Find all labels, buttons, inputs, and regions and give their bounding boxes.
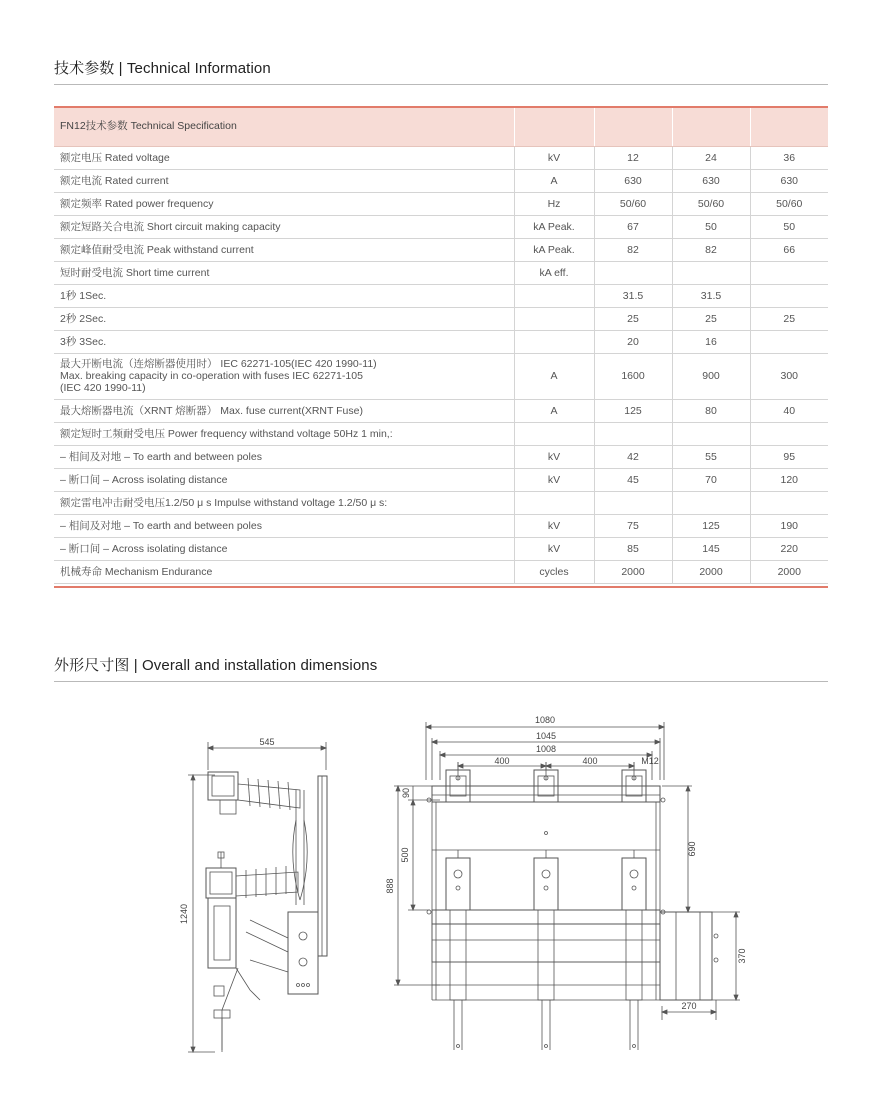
value-cell-24kv: 50/60 xyxy=(672,192,750,215)
param-cell: 额定电流 Rated current xyxy=(54,169,514,192)
dim-690: 690 xyxy=(687,841,697,857)
dim-888: 888 xyxy=(385,878,395,894)
value-cell-36kv: 36 xyxy=(750,146,828,169)
param-cell: – 断口间 – Across isolating distance xyxy=(54,468,514,491)
dim-pitch-1: 400 xyxy=(494,756,510,766)
unit-cell: kV xyxy=(514,445,594,468)
value-cell-24kv: 125 xyxy=(672,514,750,537)
param-cell: 1秒 1Sec. xyxy=(54,284,514,307)
param-line: 最大开断电流（连熔断器使用时） IEC 62271-105(IEC 420 1990-11) xyxy=(60,358,377,370)
param-line: (IEC 420 1990-11) xyxy=(60,382,146,394)
value-cell-24kv: 900 xyxy=(672,353,750,399)
value-cell-24kv: 2000 xyxy=(672,560,750,583)
value-cell-12kv: 630 xyxy=(594,169,672,192)
value-cell-12kv: 125 xyxy=(594,399,672,422)
value-cell-12kv: 2000 xyxy=(594,560,672,583)
value-cell-12kv: 42 xyxy=(594,445,672,468)
value-cell-24kv: 25 xyxy=(672,307,750,330)
dim-side-height: 1240 xyxy=(179,903,189,925)
value-cell-36kv: 25 xyxy=(750,307,828,330)
param-cell: 机械寿命 Mechanism Endurance xyxy=(54,560,514,583)
dim-front-width-3: 1008 xyxy=(535,744,557,754)
param-line: Max. breaking capacity in co-operation with fuses IEC 62271-105 xyxy=(60,370,363,382)
value-cell-24kv: 630 xyxy=(672,169,750,192)
dim-side-width: 545 xyxy=(259,737,275,747)
unit-cell: kA Peak. xyxy=(514,238,594,261)
param-cell: – 相间及对地 – To earth and between poles xyxy=(54,445,514,468)
value-cell-24kv: 80 xyxy=(672,399,750,422)
value-cell-12kv: 1600 xyxy=(594,353,672,399)
value-cell-36kv: 220 xyxy=(750,537,828,560)
value-cell-36kv: 300 xyxy=(750,353,828,399)
value-cell-24kv: 82 xyxy=(672,238,750,261)
param-cell: 额定峰值耐受电流 Peak withstand current xyxy=(54,238,514,261)
value-cell-12kv: 75 xyxy=(594,514,672,537)
section-title-dimensions: 外形尺寸图 | Overall and installation dimensions xyxy=(54,657,378,674)
param-cell: 额定电压 Rated voltage xyxy=(54,146,514,169)
value-cell-12kv: 82 xyxy=(594,238,672,261)
unit-cell: A xyxy=(514,353,594,399)
table-header-label: FN12技术参数 Technical Specification xyxy=(54,106,514,146)
value-cell-12kv: 20 xyxy=(594,330,672,353)
value-cell-12kv: 67 xyxy=(594,215,672,238)
phase-unit xyxy=(446,762,470,1050)
param-cell: 额定短时工频耐受电压 Power frequency withstand voltage 50Hz 1 min,: xyxy=(54,422,514,445)
value-cell-24kv: 16 xyxy=(672,330,750,353)
unit-cell: kA Peak. xyxy=(514,215,594,238)
value-cell-24kv: 70 xyxy=(672,468,750,491)
value-cell-36kv: 50/60 xyxy=(750,192,828,215)
unit-cell: kV xyxy=(514,537,594,560)
value-cell-36kv: 2000 xyxy=(750,560,828,583)
unit-cell: kV xyxy=(514,146,594,169)
side-view-drawing xyxy=(188,742,327,1052)
value-cell-36kv: 40 xyxy=(750,399,828,422)
param-cell: 额定雷电冲击耐受电压1.2/50 μ s Impulse withstand voltage 1.2/50 μ s: xyxy=(54,491,514,514)
param-cell: – 断口间 – Across isolating distance xyxy=(54,537,514,560)
value-cell-36kv: 95 xyxy=(750,445,828,468)
value-cell-36kv: 66 xyxy=(750,238,828,261)
phase-unit xyxy=(622,762,646,1050)
param-cell: 短时耐受电流 Short time current xyxy=(54,261,514,284)
param-cell: 3秒 3Sec. xyxy=(54,330,514,353)
param-cell: 最大熔断器电流（XRNT 熔断器） Max. fuse current(XRNT Fuse) xyxy=(54,399,514,422)
unit-cell: A xyxy=(514,399,594,422)
section-title-technical: 技术参数 | Technical Information xyxy=(54,60,271,77)
unit-cell: cycles xyxy=(514,560,594,583)
value-cell-24kv: 50 xyxy=(672,215,750,238)
value-cell-36kv: 190 xyxy=(750,514,828,537)
value-cell-36kv: 120 xyxy=(750,468,828,491)
dim-270: 270 xyxy=(681,1001,697,1011)
value-cell-12kv: 25 xyxy=(594,307,672,330)
value-cell-24kv: 31.5 xyxy=(672,284,750,307)
dim-front-width-1: 1080 xyxy=(534,715,556,725)
param-cell: 额定短路关合电流 Short circuit making capacity xyxy=(54,215,514,238)
dim-bolt: M12 xyxy=(641,756,659,766)
unit-cell: A xyxy=(514,169,594,192)
value-cell-36kv: 50 xyxy=(750,215,828,238)
dim-370: 370 xyxy=(737,948,747,964)
value-cell-12kv: 31.5 xyxy=(594,284,672,307)
unit-cell: kA eff. xyxy=(514,261,594,284)
value-cell-12kv: 12 xyxy=(594,146,672,169)
value-cell-12kv: 85 xyxy=(594,537,672,560)
value-cell-24kv: 55 xyxy=(672,445,750,468)
unit-cell: kV xyxy=(514,514,594,537)
dim-500: 500 xyxy=(400,847,410,863)
dim-top: 90 xyxy=(401,787,411,799)
dim-pitch-2: 400 xyxy=(582,756,598,766)
param-cell: – 相间及对地 – To earth and between poles xyxy=(54,514,514,537)
value-cell-24kv: 24 xyxy=(672,146,750,169)
value-cell-12kv: 45 xyxy=(594,468,672,491)
value-cell-24kv: 145 xyxy=(672,537,750,560)
param-cell: 额定频率 Rated power frequency xyxy=(54,192,514,215)
dim-front-width-2: 1045 xyxy=(535,731,557,741)
unit-cell: Hz xyxy=(514,192,594,215)
phase-unit xyxy=(534,762,558,1050)
unit-cell: kV xyxy=(514,468,594,491)
param-cell: 2秒 2Sec. xyxy=(54,307,514,330)
value-cell-36kv: 630 xyxy=(750,169,828,192)
value-cell-12kv: 50/60 xyxy=(594,192,672,215)
